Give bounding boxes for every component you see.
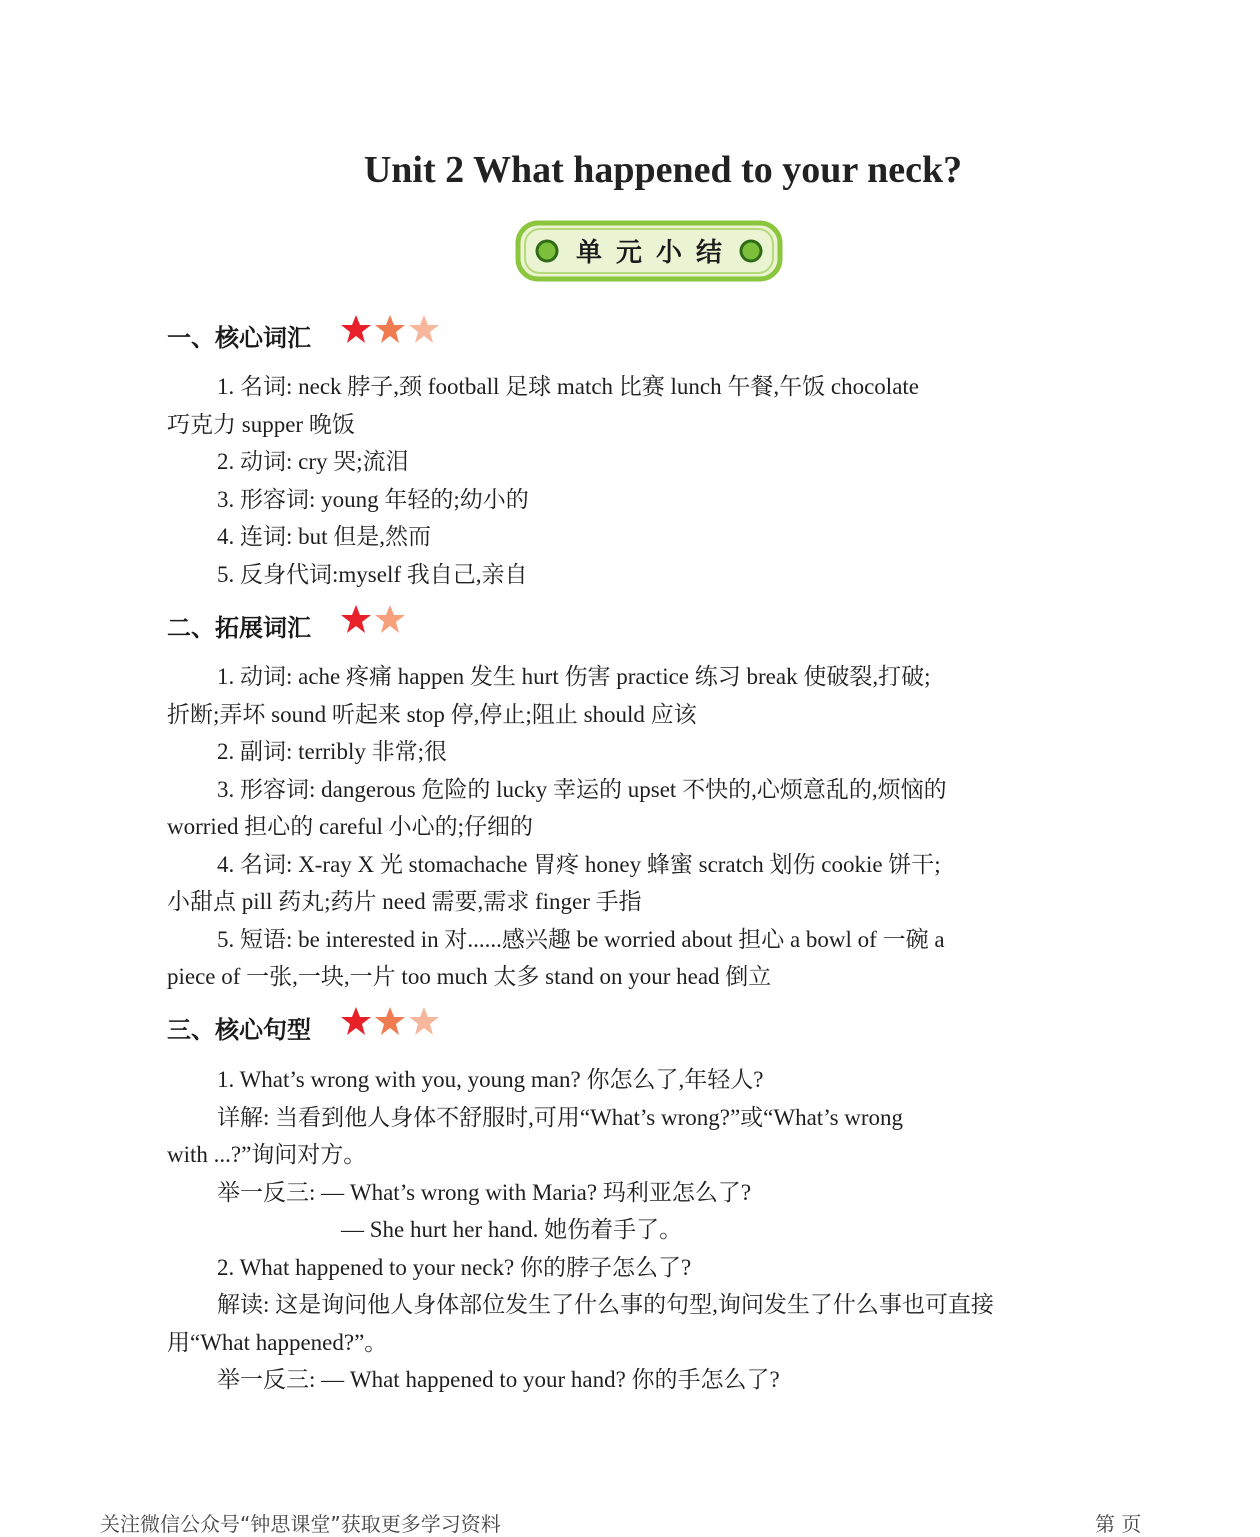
section-heading-core-vocab: 一、核心词汇 <box>167 324 311 352</box>
badge-label: 单元小结 <box>575 238 736 268</box>
page-title: Unit 2 What happened to your neck? <box>363 149 963 191</box>
vocab-line: 3. 形容词: dangerous 危险的 lucky 幸运的 upset 不快的,心烦意乱的,烦恼的 <box>217 776 947 802</box>
vocab-line: 小甜点 pill 药丸;药片 need 需要,需求 finger 手指 <box>167 889 642 914</box>
star-icon <box>341 605 371 633</box>
footer-page-number: 第 页 <box>1095 1512 1142 1536</box>
sentence-line: 2. What happened to your neck? 你的脖子怎么了? <box>217 1254 692 1280</box>
star-icon <box>375 315 405 343</box>
vocab-line: 5. 短语: be interested in 对......感兴趣 be worried about 担心 a bowl of 一碗 a <box>217 926 945 952</box>
extended-vocab-list <box>167 658 1077 996</box>
vocab-line: 4. 名词: X-ray X 光 stomachache 胃疼 honey 蜂蜜 scratch 划伤 cookie 饼干; <box>217 851 941 877</box>
explanation-line: 解读: 这是询问他人身体部位发生了什么事的句型,询问发生了什么事也可直接 <box>217 1292 994 1317</box>
vocab-line: piece of 一张,一块,一片 too much 太多 stand on your head 倒立 <box>167 964 772 989</box>
star-icon <box>341 315 371 343</box>
example-line: 举一反三: — What happened to your hand? 你的手怎么了? <box>217 1367 780 1392</box>
star-icon <box>375 1007 405 1035</box>
core-vocab-list <box>167 368 1077 593</box>
explanation-line: with ...?”询问对方。 <box>167 1142 367 1167</box>
vocab-line: 4. 连词: but 但是,然而 <box>217 524 432 549</box>
explanation-line: 详解: 当看到他人身体不舒服时,可用“What’s wrong?”或“What’s wrong <box>217 1104 904 1130</box>
sentence-line: 1. What’s wrong with you, young man? 你怎么了,年轻人? <box>217 1067 764 1092</box>
star-icon <box>409 1007 439 1035</box>
vocab-line: 1. 名词: neck 脖子,颈 football 足球 match 比赛 lunch 午餐,午饭 chocolate <box>217 374 920 399</box>
explanation-line: 用“What happened?”。 <box>167 1329 388 1355</box>
unit-summary-badge <box>515 220 783 282</box>
section-heading-extended-vocab: 二、拓展词汇 <box>167 614 311 642</box>
footer-note: 关注微信公众号“钟思课堂”获取更多学习资料 <box>100 1512 501 1536</box>
vocab-line: 折断;弄坏 sound 听起来 stop 停,停止;阻止 should 应该 <box>167 701 697 727</box>
core-sentences-list <box>167 1061 1077 1399</box>
rating-stars <box>340 1005 444 1039</box>
vocab-line: 2. 副词: terribly 非常;很 <box>217 739 447 764</box>
star-icon <box>341 1007 371 1035</box>
example-line: 举一反三: — What’s wrong with Maria? 玛利亚怎么了? <box>217 1179 752 1205</box>
star-icon <box>409 315 439 343</box>
section-heading-core-sentences: 三、核心句型 <box>167 1016 311 1044</box>
vocab-line: 3. 形容词: young 年轻的;幼小的 <box>217 486 529 512</box>
vocab-line: 1. 动词: ache 疼痛 happen 发生 hurt 伤害 practice 练习 break 使破裂,打破; <box>217 664 931 689</box>
rating-stars <box>340 313 444 347</box>
vocab-line: 5. 反身代词:myself 我自己,亲自 <box>217 561 528 587</box>
star-icon <box>375 605 405 633</box>
vocab-line: 巧克力 supper 晚饭 <box>167 411 355 437</box>
vocab-line: worried 担心的 careful 小心的;仔细的 <box>167 814 534 839</box>
example-line: — She hurt her hand. 她伤着手了。 <box>341 1217 683 1242</box>
rating-stars <box>340 603 410 637</box>
vocab-line: 2. 动词: cry 哭;流泪 <box>217 449 409 474</box>
